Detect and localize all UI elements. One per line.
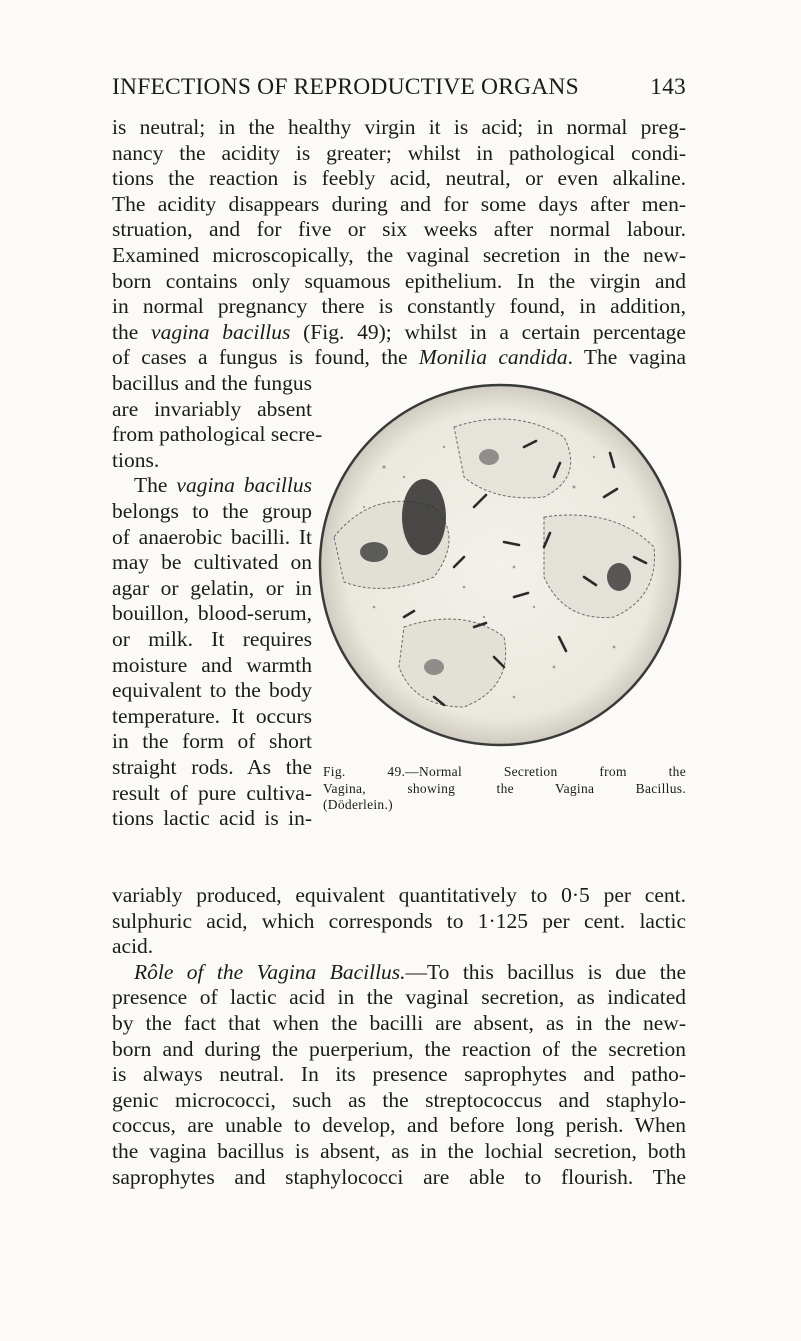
italic-term: vagina bacillus	[151, 319, 291, 344]
text-line: genic micrococci, such as the streptococcus and staphylo-	[112, 1087, 686, 1112]
text-line: in normal pregnancy there is constantly found, in addition,	[112, 294, 686, 319]
text-line: is neutral; in the healthy virgin it is acid; in normal preg-	[112, 115, 686, 139]
paragraph-2	[112, 883, 686, 1190]
text-line: bacillus and the fungus	[112, 371, 312, 395]
caption-line: Fig. 49.—Normal Secretion from the	[323, 764, 686, 779]
text-run: the	[112, 319, 152, 344]
text-run: The	[134, 473, 177, 498]
italic-term: vagina bacillus	[176, 473, 312, 498]
text-line: The acidity disappears during and for some days after men-	[112, 191, 686, 216]
text-line: in the form of short	[112, 729, 312, 754]
figure-caption	[323, 764, 686, 814]
text-line: equivalent to the body	[112, 678, 312, 703]
page-number: 143	[650, 74, 686, 100]
text-line: saprophytes and staphylococci are able to flourish. The	[112, 1164, 686, 1189]
caption-line: (Döderlein.)	[323, 797, 393, 812]
text-line: the vagina bacillus is absent, as in the lochial secretion, both	[112, 1138, 686, 1163]
text-line: agar or gelatin, or in	[112, 575, 312, 600]
italic-term: Monilia candida	[418, 345, 568, 370]
text-run: of cases a fungus is found, the	[112, 345, 419, 370]
text-line: tions lactic acid is in-	[112, 806, 312, 831]
text-line: belongs to the group	[112, 498, 312, 523]
text-line: tions the reaction is feebly acid, neutral, or even alkaline.	[112, 166, 686, 191]
section-heading: Rôle of the Vagina Bacillus.	[134, 959, 406, 984]
text-line: or milk. It requires	[112, 626, 312, 651]
text-line: Examined microscopically, the vaginal secretion in the new-	[112, 242, 686, 267]
text-line: result of pure cultiva-	[112, 780, 312, 805]
text-line	[112, 960, 686, 986]
text-line: born contains only squamous epithelium. In the virgin and	[112, 268, 686, 293]
text-line: acid.	[112, 934, 154, 959]
text-line: tions.	[112, 447, 160, 472]
text-line: moisture and warmth	[112, 652, 312, 677]
caption-line: Vagina, showing the Vagina Bacillus.	[323, 780, 686, 796]
text-line: from pathological secre-	[112, 422, 323, 447]
text-line: may be cultivated on	[112, 550, 312, 575]
text-line: nancy the acidity is greater; whilst in pathological condi-	[112, 140, 686, 165]
text-line	[112, 320, 686, 346]
text-line: variably produced, equivalent quantitatively to 0·5 per cent.	[112, 883, 686, 907]
microscope-illustration	[314, 367, 686, 762]
running-head	[112, 74, 686, 101]
text-line: temperature. It occurs	[112, 703, 312, 728]
text-line: are invariably absent	[112, 396, 312, 421]
text-line: presence of lactic acid in the vaginal secretion, as indicated	[112, 985, 686, 1010]
side-column	[112, 371, 323, 832]
text-line: struation, and for five or six weeks after normal labour.	[112, 217, 686, 242]
text-run: —To this bacillus is due the	[405, 959, 687, 984]
running-head-title: INFECTIONS OF REPRODUCTIVE ORGANS	[112, 74, 579, 100]
text-line: of anaerobic bacilli. It	[112, 524, 312, 549]
text-run: . The vagina	[567, 345, 686, 370]
text-line: born and during the puerperium, the reaction of the secretion	[112, 1036, 686, 1061]
text-line: sulphuric acid, which corresponds to 1·125 per cent. lactic	[112, 908, 686, 933]
text-line: by the fact that when the bacilli are absent, as in the new-	[112, 1010, 686, 1035]
text-line: is always neutral. In its presence saprophytes and patho-	[112, 1062, 686, 1087]
text-line: straight rods. As the	[112, 754, 312, 779]
text-line: bouillon, blood-serum,	[112, 601, 312, 626]
text-run: (Fig. 49); whilst in a certain percentage	[290, 319, 686, 344]
figure-microscope-field	[314, 367, 686, 762]
text-line: coccus, are unable to develop, and before long perish. When	[112, 1113, 686, 1138]
text-line	[112, 473, 312, 499]
paragraph-1	[112, 115, 686, 371]
